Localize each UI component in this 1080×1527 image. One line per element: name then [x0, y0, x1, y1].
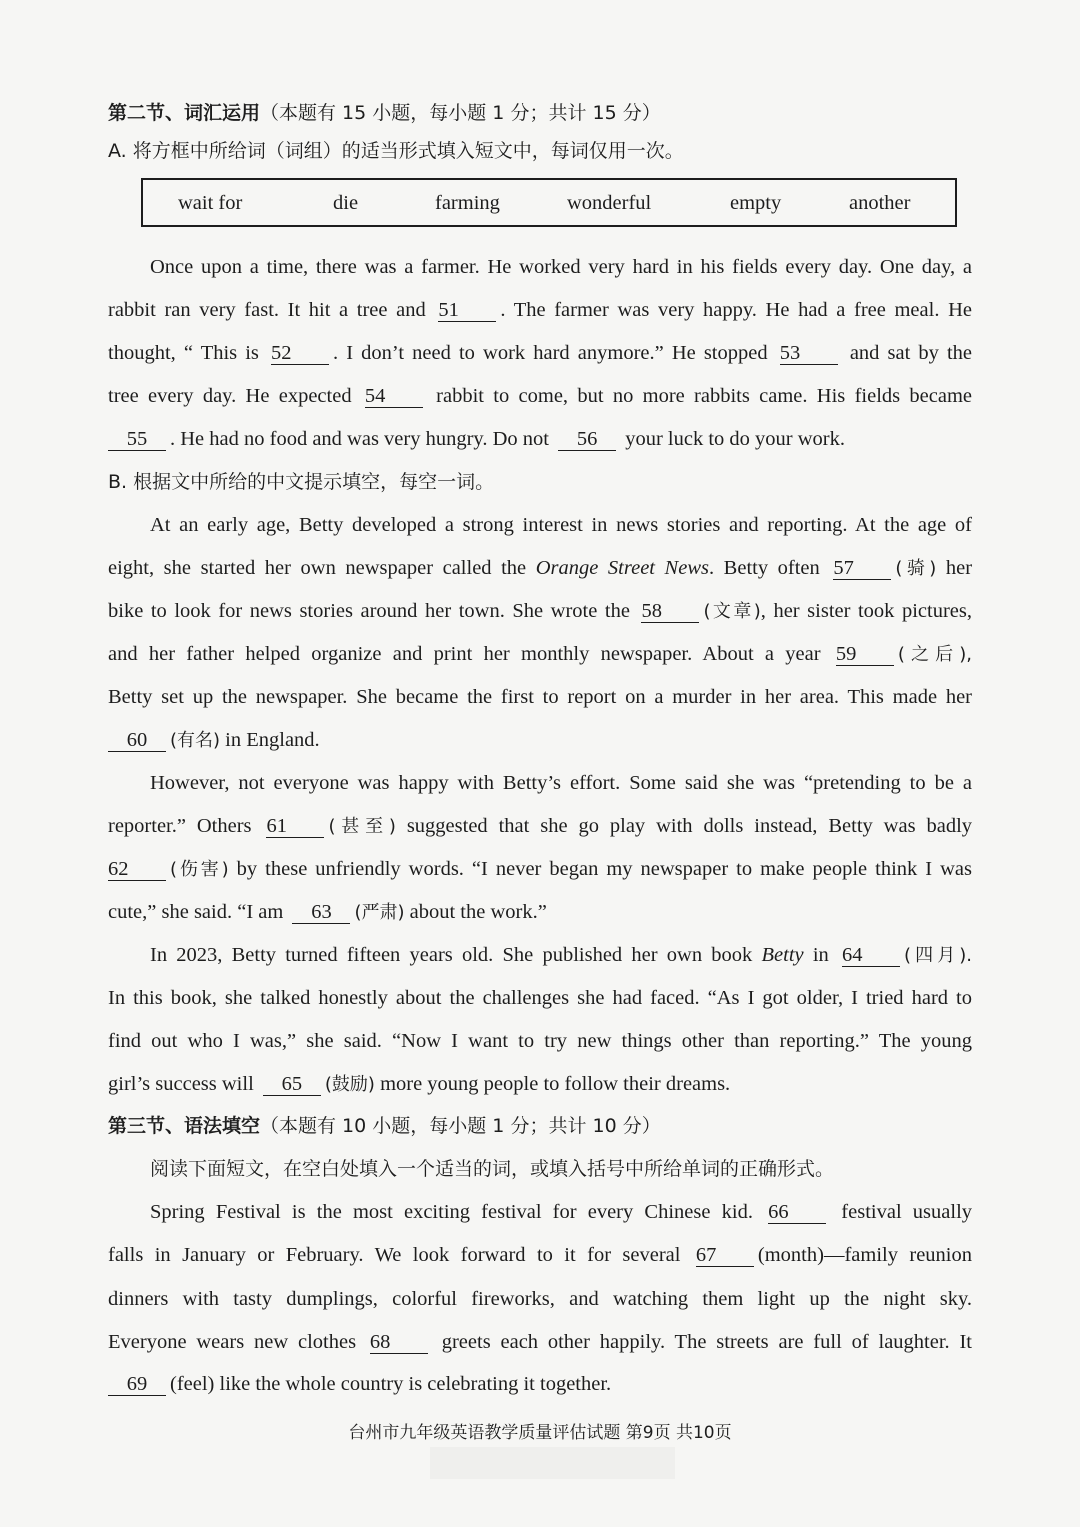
- blank-55: 55: [108, 428, 166, 451]
- blank-64: 64: [842, 944, 900, 967]
- text-run: your luck to do your work.: [625, 428, 846, 450]
- blank-58: 58: [641, 600, 699, 623]
- text-run: . I don’t need to work hard anymore.” He stopped: [333, 342, 768, 364]
- blank-67: 67: [696, 1244, 754, 1267]
- text-run: suggested that she go play with dolls instead, Betty was badly: [406, 815, 973, 837]
- hint-64: (四月).: [904, 945, 973, 966]
- passage-line: dinners with tasty dumplings, colorful fireworks, and watching them light up the night sky.: [108, 1288, 972, 1310]
- section2-heading: [108, 98, 972, 128]
- word-box-item: wonderful: [567, 192, 652, 214]
- text-run: cute,” she said. “I am: [108, 901, 284, 923]
- passage-line: [108, 1369, 972, 1399]
- passage-line: [108, 381, 972, 411]
- hint-62: (伤害): [170, 859, 229, 880]
- blank-68: 68: [370, 1331, 428, 1354]
- text-run: in: [812, 944, 829, 966]
- blank-63: 63: [292, 901, 350, 924]
- word-box: [141, 178, 957, 227]
- passage-line: [108, 338, 972, 368]
- passage-line: [108, 553, 972, 584]
- newspaper-title: Orange Street News: [535, 557, 709, 579]
- scan-smudge: [430, 1447, 675, 1479]
- passage-line: [108, 854, 972, 885]
- text-run: . He had no food and was very hungry. Do not: [170, 428, 549, 450]
- text-run: eight, she started her own newspaper called the: [108, 557, 527, 579]
- text-run: falls in January or February. We look forward to it for several: [108, 1244, 681, 1266]
- word-box-item: another: [849, 192, 911, 214]
- text-run: about the work.”: [409, 901, 547, 923]
- blank-57: 57: [833, 557, 891, 580]
- passage-line: In this book, she talked honestly about the challenges she had faced. “As I got older, I tried hard to: [108, 987, 972, 1009]
- passage-line: [108, 1327, 972, 1357]
- blank-53: 53: [780, 342, 838, 365]
- text-run: tree every day. He expected: [108, 385, 352, 407]
- hint-59: (之后),: [897, 644, 972, 665]
- passage-line: find out who I was,” she said. “Now I want to try new things other than reporting.” The young: [108, 1030, 972, 1052]
- text-run: reporter.” Others: [108, 815, 252, 837]
- partA-instruction: A. 将方框中所给词（词组）的适当形式填入短文中，每词仅用一次。: [108, 140, 684, 162]
- blank-66: 66: [768, 1201, 826, 1224]
- hint-57: (骑): [895, 558, 937, 579]
- text-run: in England.: [225, 729, 320, 751]
- section3-instruction: 阅读下面短文，在空白处填入一个适当的词，或填入括号中所给单词的正确形式。: [150, 1158, 835, 1180]
- text-run: by these unfriendly words. “I never began my newspaper to make people think I was: [236, 858, 972, 880]
- passage-line: At an early age, Betty developed a strong interest in news stories and reporting. At the age of: [150, 514, 972, 536]
- text-run: rabbit ran very fast. It hit a tree and: [108, 299, 426, 321]
- text-run: . Betty often: [708, 557, 820, 579]
- text-run: bike to look for news stories around her town. She wrote the: [108, 600, 630, 622]
- text-run: rabbit to come, but no more rabbits came. His fields became: [436, 385, 973, 407]
- hint-60: (有名): [170, 730, 221, 751]
- passage-line: [108, 639, 972, 670]
- text-run: her: [945, 557, 973, 579]
- text-run: greets each other happily. The streets are full of laughter. It: [441, 1331, 973, 1353]
- blank-52: 52: [271, 342, 329, 365]
- section3-note: （本题有 10 小题，每小题 1 分；共计 10 分）: [260, 1115, 661, 1137]
- hint-61: (甚至): [328, 816, 396, 837]
- passage-line: [108, 1240, 972, 1270]
- blank-60: 60: [108, 729, 166, 752]
- section3-title: 第三节、语法填空: [108, 1115, 261, 1137]
- passage-line: [108, 596, 972, 627]
- passage-line: [108, 811, 972, 842]
- hint-63: (严肃): [354, 902, 405, 923]
- hint-65: (鼓励): [324, 1074, 375, 1095]
- section3-heading: [108, 1111, 972, 1141]
- passage-line: [108, 725, 972, 756]
- passage-line: [150, 1197, 972, 1227]
- section2-note: （本题有 15 小题，每小题 1 分；共计 15 分）: [260, 102, 661, 124]
- section2-title: 第二节、词汇运用: [108, 102, 261, 124]
- passage-line: [108, 1069, 972, 1100]
- blank-54: 54: [365, 385, 423, 408]
- text-run: (month)—family reunion: [757, 1244, 972, 1266]
- passage-line: [108, 295, 972, 325]
- text-run: and her father helped organize and print her monthly newspaper. About a year: [108, 643, 821, 665]
- partB-instruction: B. 根据文中所给的中文提示填空，每空一词。: [108, 471, 495, 493]
- blank-69: 69: [108, 1373, 166, 1396]
- hint-58: (文章): [703, 601, 761, 622]
- text-run: Everyone wears new clothes: [108, 1331, 357, 1353]
- text-run: Spring Festival is the most exciting festival for every Chinese kid.: [150, 1201, 753, 1223]
- text-run: festival usually: [841, 1201, 973, 1223]
- text-run: thought, “ This is: [108, 342, 259, 364]
- text-run: (feel) like the whole country is celebrating it together.: [170, 1373, 612, 1395]
- word-box-item: die: [333, 192, 359, 214]
- text-run: . The farmer was very happy. He had a free meal. He: [500, 299, 972, 321]
- blank-59: 59: [836, 643, 894, 666]
- word-box-item: empty: [730, 192, 782, 214]
- blank-65: 65: [263, 1073, 321, 1096]
- text-run: In 2023, Betty turned fifteen years old. She published her own book: [150, 944, 753, 966]
- passage-line: Once upon a time, there was a farmer. He worked very hard in his fields every day. One day, a: [150, 256, 972, 278]
- text-run: and sat by the: [849, 342, 973, 364]
- passage-line: [108, 897, 972, 928]
- passage-line: [108, 424, 972, 454]
- book-title: Betty: [761, 944, 804, 966]
- passage-line: Betty set up the newspaper. She became the first to report on a murder in her area. This made her: [108, 686, 972, 708]
- blank-62: 62: [108, 858, 166, 881]
- page-footer: 台州市九年级英语教学质量评估试题 第9页 共10页: [348, 1423, 732, 1443]
- blank-56: 56: [558, 428, 616, 451]
- text-run: , her sister took pictures,: [760, 600, 972, 622]
- word-box-item: wait for: [178, 192, 243, 214]
- blank-51: 51: [438, 299, 496, 322]
- passage-line: However, not everyone was happy with Betty’s effort. Some said she was “pretending to be a: [150, 772, 972, 794]
- text-run: more young people to follow their dreams.: [380, 1073, 731, 1095]
- blank-61: 61: [266, 815, 324, 838]
- word-box-item: farming: [435, 192, 500, 214]
- passage-line: [150, 940, 972, 971]
- text-run: girl’s success will: [108, 1073, 254, 1095]
